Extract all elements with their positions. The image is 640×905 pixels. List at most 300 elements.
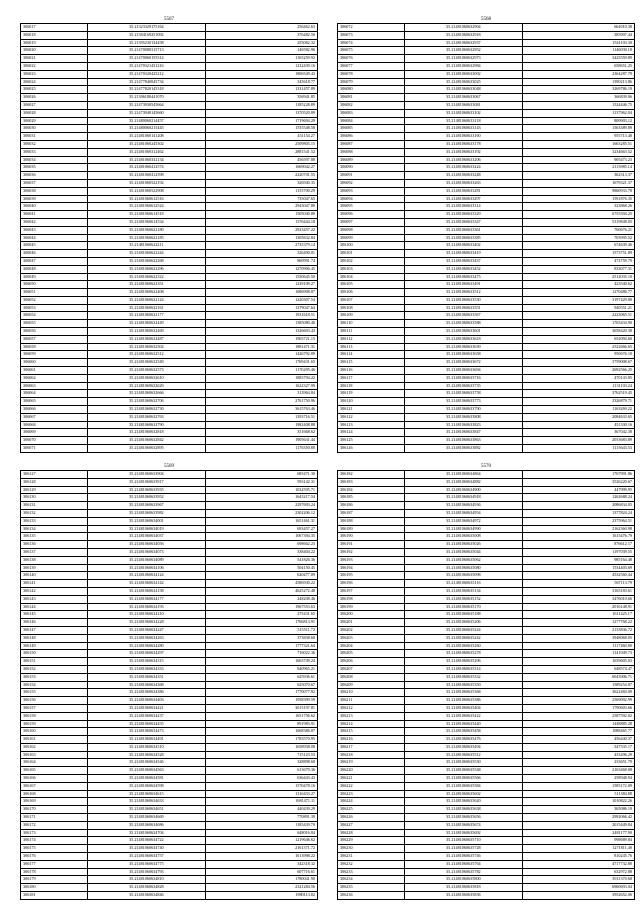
table-row xyxy=(338,437,635,445)
row-id: 306104 xyxy=(338,273,405,281)
table-row xyxy=(21,759,318,767)
row-value: 1385080.40 xyxy=(205,320,317,328)
row-value: 1643217.54 xyxy=(205,494,317,502)
table-row xyxy=(338,265,635,273)
row-value: 685471.30 xyxy=(205,471,317,479)
table-row xyxy=(21,611,318,619)
row-id: 306216 xyxy=(338,736,405,744)
row-value: 1331457.89 xyxy=(205,86,317,94)
row-id: 306232 xyxy=(338,860,405,868)
row-value: 2761750.96 xyxy=(205,398,317,406)
row-code: 35.21481060634368 xyxy=(87,681,205,689)
table-row xyxy=(338,751,635,759)
row-value: 1663285.51 xyxy=(522,140,634,148)
table-row xyxy=(338,743,635,751)
table-row xyxy=(21,94,318,102)
row-value: 1448885.28 xyxy=(522,720,634,728)
row-code: 35.21481060622296 xyxy=(87,265,205,273)
row-code: 35.21481060635818 xyxy=(404,884,522,892)
row-id: 306041 xyxy=(21,211,88,219)
row-value: 2162360.98 xyxy=(522,525,634,533)
table-row xyxy=(338,759,635,767)
row-value: 1376444.18 xyxy=(205,218,317,226)
table-row xyxy=(21,265,318,273)
table-row xyxy=(338,148,635,156)
row-value: 2297693.24 xyxy=(205,502,317,510)
row-id: 306214 xyxy=(338,720,405,728)
row-value: 955713.48 xyxy=(522,133,634,141)
row-value: 4717732.80 xyxy=(522,860,634,868)
row-code: 35.21395230134458 xyxy=(87,39,205,47)
table-row xyxy=(338,556,635,564)
row-code: 35.21481060633025 xyxy=(404,78,522,86)
row-value: 1010822.26 xyxy=(522,798,634,806)
table-row xyxy=(21,257,318,265)
table-row xyxy=(338,281,635,289)
table-row xyxy=(21,187,318,195)
table-row xyxy=(21,853,318,861)
row-id: 306153 xyxy=(21,673,88,681)
row-id: 306138 xyxy=(21,556,88,564)
row-value: 770891.39 xyxy=(205,814,317,822)
table-row xyxy=(21,218,318,226)
row-id: 306137 xyxy=(21,548,88,556)
row-id: 306101 xyxy=(338,250,405,258)
row-value: 1769431.65 xyxy=(205,359,317,367)
row-value: 1679321.37 xyxy=(522,179,634,187)
table-row xyxy=(338,868,635,876)
row-id: 306173 xyxy=(21,829,88,837)
row-code: 35.21481060633967 xyxy=(87,502,205,510)
row-code: 35.21481060633658 xyxy=(404,351,522,359)
row-value: 1316433.27 xyxy=(205,790,317,798)
table-row xyxy=(338,374,635,382)
row-code: 35.21481060622244 xyxy=(87,250,205,258)
row-id: 306076 xyxy=(338,55,405,63)
table-row xyxy=(338,829,635,837)
row-value: 1239109.27 xyxy=(205,281,317,289)
row-code: 35.21481060614518 xyxy=(87,211,205,219)
row-code: 35.21481060312462 xyxy=(87,148,205,156)
row-id: 306139 xyxy=(21,564,88,572)
table-row xyxy=(338,304,635,312)
table-row xyxy=(338,736,635,744)
row-id: 306183 xyxy=(338,478,405,486)
row-code: 35.21481060634280 xyxy=(87,642,205,650)
table-row xyxy=(338,359,635,367)
table-row xyxy=(338,24,635,32)
row-id: 306140 xyxy=(21,572,88,580)
table-row xyxy=(21,62,318,70)
row-code: 35.21481060633402 xyxy=(404,242,522,250)
row-value: 451330.16 xyxy=(522,421,634,429)
row-id: 306208 xyxy=(338,673,405,681)
row-code: 35.21481060633823 xyxy=(404,421,522,429)
table-row xyxy=(338,156,635,164)
row-value: 1770077.92 xyxy=(205,689,317,697)
row-id: 306111 xyxy=(338,328,405,336)
row-value: 326490.01 xyxy=(205,250,317,258)
table-row xyxy=(21,829,318,837)
row-code: 35.21481060633790 xyxy=(404,406,522,414)
row-code: 35.21481060635044 xyxy=(404,548,522,556)
row-id: 306036 xyxy=(21,172,88,180)
row-code: 35.21481060635836 xyxy=(404,892,522,900)
table-row xyxy=(338,689,635,697)
row-value: 1613998.22 xyxy=(205,853,317,861)
row-value: 3762519.45 xyxy=(522,390,634,398)
row-value: 2992066.42 xyxy=(522,814,634,822)
table-row xyxy=(338,273,635,281)
table-row xyxy=(21,437,318,445)
table-row xyxy=(338,509,635,517)
table-block-5570 xyxy=(337,463,635,900)
row-code: 35.21481060633102 xyxy=(404,109,522,117)
row-value: 365086.19 xyxy=(522,806,634,814)
row-value: 613679.36 xyxy=(205,767,317,775)
row-value: 373838.60 xyxy=(205,634,317,642)
row-value: 636443.43 xyxy=(205,775,317,783)
row-value: 362313.37 xyxy=(522,172,634,180)
row-id: 306198 xyxy=(338,595,405,603)
table-row xyxy=(338,853,635,861)
table-row xyxy=(21,281,318,289)
row-code: 35.21481060633281 xyxy=(404,187,522,195)
table-row xyxy=(338,603,635,611)
row-value: 1326603.43 xyxy=(205,328,317,336)
table-row xyxy=(338,876,635,884)
block-title: 5570 xyxy=(481,464,491,469)
table-row xyxy=(21,595,318,603)
table-row xyxy=(338,892,635,900)
row-code: 35.21481060634598 xyxy=(87,782,205,790)
row-id: 306200 xyxy=(338,611,405,619)
row-code: 35.21481060634089 xyxy=(87,556,205,564)
row-code: 35.21480060215445 xyxy=(87,125,205,133)
table-row xyxy=(338,226,635,234)
row-value: 940551.21 xyxy=(522,304,634,312)
table-row xyxy=(338,187,635,195)
table-row xyxy=(21,868,318,876)
row-code: 35.21481060632124 xyxy=(87,296,205,304)
row-id: 306048 xyxy=(21,265,88,273)
row-code: 35.21481060635188 xyxy=(404,611,522,619)
table-row xyxy=(338,502,635,510)
row-id: 306099 xyxy=(338,234,405,242)
row-id: 306084 xyxy=(338,117,405,125)
row-id: 306155 xyxy=(21,689,88,697)
row-code: 35.21481060632512 xyxy=(87,351,205,359)
table-row xyxy=(338,634,635,642)
row-value: 472759.79 xyxy=(522,257,634,265)
row-code: 35.21481060634193 xyxy=(87,603,205,611)
row-value: 342318.32 xyxy=(205,860,317,868)
table-row xyxy=(21,140,318,148)
row-id: 306067 xyxy=(21,413,88,421)
row-id: 306073 xyxy=(338,31,405,39)
row-code: 35.21481060633982 xyxy=(87,509,205,517)
row-value: 1980113.82 xyxy=(205,892,317,900)
row-id: 306118 xyxy=(338,382,405,390)
table-row xyxy=(21,587,318,595)
row-id: 306108 xyxy=(338,304,405,312)
row-value: 810245.76 xyxy=(522,853,634,861)
row-value: 1305632.84 xyxy=(205,234,317,242)
row-value: 1377824.24 xyxy=(522,509,634,517)
table-row xyxy=(338,486,635,494)
row-code: 35.21481060633002 xyxy=(404,70,522,78)
row-id: 306051 xyxy=(21,289,88,297)
row-code: 35.21481060633588 xyxy=(404,320,522,328)
row-value: 275431.65 xyxy=(205,611,317,619)
table-row xyxy=(338,471,635,479)
table-row xyxy=(21,351,318,359)
row-code: 35.21481060635278 xyxy=(404,650,522,658)
row-value: 1555548.58 xyxy=(205,125,317,133)
row-id: 306170 xyxy=(21,806,88,814)
row-id: 306034 xyxy=(21,156,88,164)
row-value: 716022.36 xyxy=(205,650,317,658)
row-code: 35.21481060633192 xyxy=(404,148,522,156)
row-code: 35.21481060633067 xyxy=(404,94,522,102)
table-row xyxy=(21,367,318,375)
row-id: 306157 xyxy=(21,704,88,712)
row-value: 323868.26 xyxy=(522,203,634,211)
row-code: 35.21481060635620 xyxy=(404,798,522,806)
table-row xyxy=(21,47,318,55)
row-code: 35.21481060635206 xyxy=(404,619,522,627)
table-row xyxy=(21,101,318,109)
row-value: 6960693.04 xyxy=(522,884,634,892)
row-id: 306217 xyxy=(338,743,405,751)
row-value: 1780041.90 xyxy=(205,876,317,884)
row-id: 306205 xyxy=(338,650,405,658)
row-id: 306113 xyxy=(338,343,405,351)
table-row xyxy=(21,798,318,806)
row-id: 306093 xyxy=(338,187,405,195)
row-id: 306191 xyxy=(338,541,405,549)
row-id: 306020 xyxy=(21,47,88,55)
row-id: 306175 xyxy=(21,845,88,853)
table-row xyxy=(338,478,635,486)
row-value: 1541103.30 xyxy=(522,39,634,47)
row-id: 306115 xyxy=(338,359,405,367)
table-row xyxy=(338,860,635,868)
row-id: 306075 xyxy=(338,47,405,55)
row-value: 345618.77 xyxy=(205,78,317,86)
row-value: 1615476.79 xyxy=(522,533,634,541)
row-id: 306142 xyxy=(21,587,88,595)
row-code: 35.21481060634158 xyxy=(87,587,205,595)
row-code: 35.21481060634740 xyxy=(87,845,205,853)
row-value: 456597.88 xyxy=(205,156,317,164)
row-code: 35.21481060635386 xyxy=(404,697,522,705)
row-value: 2163468.08 xyxy=(522,767,634,775)
row-code: 35.21481060622180 xyxy=(87,226,205,234)
table-row xyxy=(338,728,635,736)
row-id: 306187 xyxy=(338,509,405,517)
table-row xyxy=(338,218,635,226)
row-code: 35.21481060632573 xyxy=(87,367,205,375)
row-id: 306035 xyxy=(21,164,88,172)
row-value: 338404.22 xyxy=(205,548,317,556)
table-row xyxy=(21,517,318,525)
row-id: 306129 xyxy=(21,486,88,494)
row-value: 3658420.38 xyxy=(522,328,634,336)
row-value: 698662.23 xyxy=(205,541,317,549)
table-row xyxy=(338,533,635,541)
row-value: 3526220.67 xyxy=(522,478,634,486)
row-id: 306044 xyxy=(21,234,88,242)
table-row xyxy=(21,289,318,297)
row-code: 35.21481060635692 xyxy=(404,829,522,837)
table-row xyxy=(21,845,318,853)
data-table xyxy=(20,23,318,453)
row-value: 2692566.25 xyxy=(522,367,634,375)
row-code: 35.21481060633735 xyxy=(404,382,522,390)
row-code: 35.21481060632629 xyxy=(87,382,205,390)
row-id: 306223 xyxy=(338,790,405,798)
row-value: 567113.79 xyxy=(522,580,634,588)
row-id: 306229 xyxy=(338,837,405,845)
row-id: 306123 xyxy=(338,421,405,429)
row-id: 306136 xyxy=(21,541,88,549)
table-row xyxy=(21,502,318,510)
table-row xyxy=(21,564,318,572)
row-id: 306176 xyxy=(21,853,88,861)
table-row xyxy=(338,86,635,94)
row-code: 35.21481060633639 xyxy=(404,343,522,351)
row-code: 35.21481060633694 xyxy=(404,367,522,375)
row-code: 35.21481060635782 xyxy=(404,868,522,876)
row-id: 306028 xyxy=(21,109,88,117)
row-code: 35.21481060635332 xyxy=(404,673,522,681)
row-value: 1067394.35 xyxy=(205,533,317,541)
row-value: 760676.21 xyxy=(522,226,634,234)
table-row xyxy=(21,556,318,564)
row-value: 1589254.87 xyxy=(522,681,634,689)
table-row xyxy=(21,335,318,343)
row-id: 306089 xyxy=(338,156,405,164)
row-code: 35.21481060634528 xyxy=(87,751,205,759)
row-value: 950676.10 xyxy=(522,351,634,359)
row-id: 306126 xyxy=(338,445,405,453)
table-row xyxy=(338,55,635,63)
row-code: 35.21481060632469 xyxy=(87,328,205,336)
table-row xyxy=(21,814,318,822)
row-value: 1765434.90 xyxy=(522,320,634,328)
table-row xyxy=(338,242,635,250)
row-value: 2223065.51 xyxy=(522,312,634,320)
row-code: 35.21481060635062 xyxy=(404,556,522,564)
row-code: 35.21470060155314 xyxy=(87,55,205,63)
row-id: 306114 xyxy=(338,351,405,359)
table-row xyxy=(21,70,318,78)
row-value: 6755394.25 xyxy=(522,211,634,219)
table-row xyxy=(338,611,635,619)
row-value: 376482.50 xyxy=(205,31,317,39)
row-code: 35.21481060634351 xyxy=(87,673,205,681)
row-value: 451154.27 xyxy=(205,133,317,141)
row-id: 306103 xyxy=(338,265,405,273)
table-row xyxy=(338,328,635,336)
row-value: 2220701.55 xyxy=(205,172,317,180)
table-row xyxy=(338,775,635,783)
row-id: 306188 xyxy=(338,517,405,525)
row-id: 306184 xyxy=(338,486,405,494)
row-id: 306164 xyxy=(21,759,88,767)
row-id: 306097 xyxy=(338,218,405,226)
row-id: 306078 xyxy=(338,70,405,78)
table-row xyxy=(21,471,318,479)
row-value: 1965721.15 xyxy=(205,335,317,343)
row-id: 306081 xyxy=(338,94,405,102)
table-row xyxy=(338,712,635,720)
row-value: 328898.68 xyxy=(205,759,317,767)
row-value: 433496.29 xyxy=(522,751,634,759)
row-id: 306169 xyxy=(21,798,88,806)
row-value: 3234663.52 xyxy=(522,148,634,156)
row-code: 35.21481060635098 xyxy=(404,572,522,580)
table-row xyxy=(21,767,318,775)
row-code: 35.21481060332134 xyxy=(87,156,205,164)
data-table xyxy=(20,470,318,900)
row-value: 504150.45 xyxy=(205,564,317,572)
row-value: 1141949.73 xyxy=(522,650,634,658)
row-id: 306091 xyxy=(338,172,405,180)
table-row xyxy=(338,140,635,148)
table-row xyxy=(21,273,318,281)
row-code: 35.21473930545664 xyxy=(87,101,205,109)
table-row xyxy=(21,203,318,211)
table-row xyxy=(21,751,318,759)
row-value: 1931618.51 xyxy=(205,312,317,320)
table-row xyxy=(21,478,318,486)
row-value: 1806549.43 xyxy=(205,70,317,78)
row-code: 35.21481060622211 xyxy=(87,242,205,250)
row-value: 1197039.55 xyxy=(522,548,634,556)
row-code: 35.21481060635548 xyxy=(404,767,522,775)
row-value: 1271811.40 xyxy=(522,845,634,853)
table-row xyxy=(21,86,318,94)
row-code: 35.21481060634581 xyxy=(87,775,205,783)
table-row xyxy=(338,564,635,572)
row-code: 35.21481060635134 xyxy=(404,587,522,595)
row-id: 306154 xyxy=(21,681,88,689)
row-id: 306033 xyxy=(21,148,88,156)
row-code: 35.21481060635746 xyxy=(404,853,522,861)
row-id: 306117 xyxy=(338,374,405,382)
row-id: 306074 xyxy=(338,39,405,47)
row-id: 306206 xyxy=(338,658,405,666)
row-value: 146582.96 xyxy=(205,47,317,55)
row-code: 35.21481060635260 xyxy=(404,642,522,650)
table-row xyxy=(338,164,635,172)
row-id: 306171 xyxy=(21,814,88,822)
row-id: 306199 xyxy=(338,603,405,611)
row-id: 306146 xyxy=(21,619,88,627)
row-value: 1790603.66 xyxy=(522,704,634,712)
row-code: 35.21481060633475 xyxy=(404,273,522,281)
row-value: 1651756.62 xyxy=(205,712,317,720)
table-row xyxy=(338,814,635,822)
row-id: 306227 xyxy=(338,821,405,829)
row-id: 306178 xyxy=(21,868,88,876)
row-value: 1370520.89 xyxy=(205,109,317,117)
row-code: 35.21481060635710 xyxy=(404,837,522,845)
row-code: 35.21481060635728 xyxy=(404,845,522,853)
row-id: 306162 xyxy=(21,743,88,751)
